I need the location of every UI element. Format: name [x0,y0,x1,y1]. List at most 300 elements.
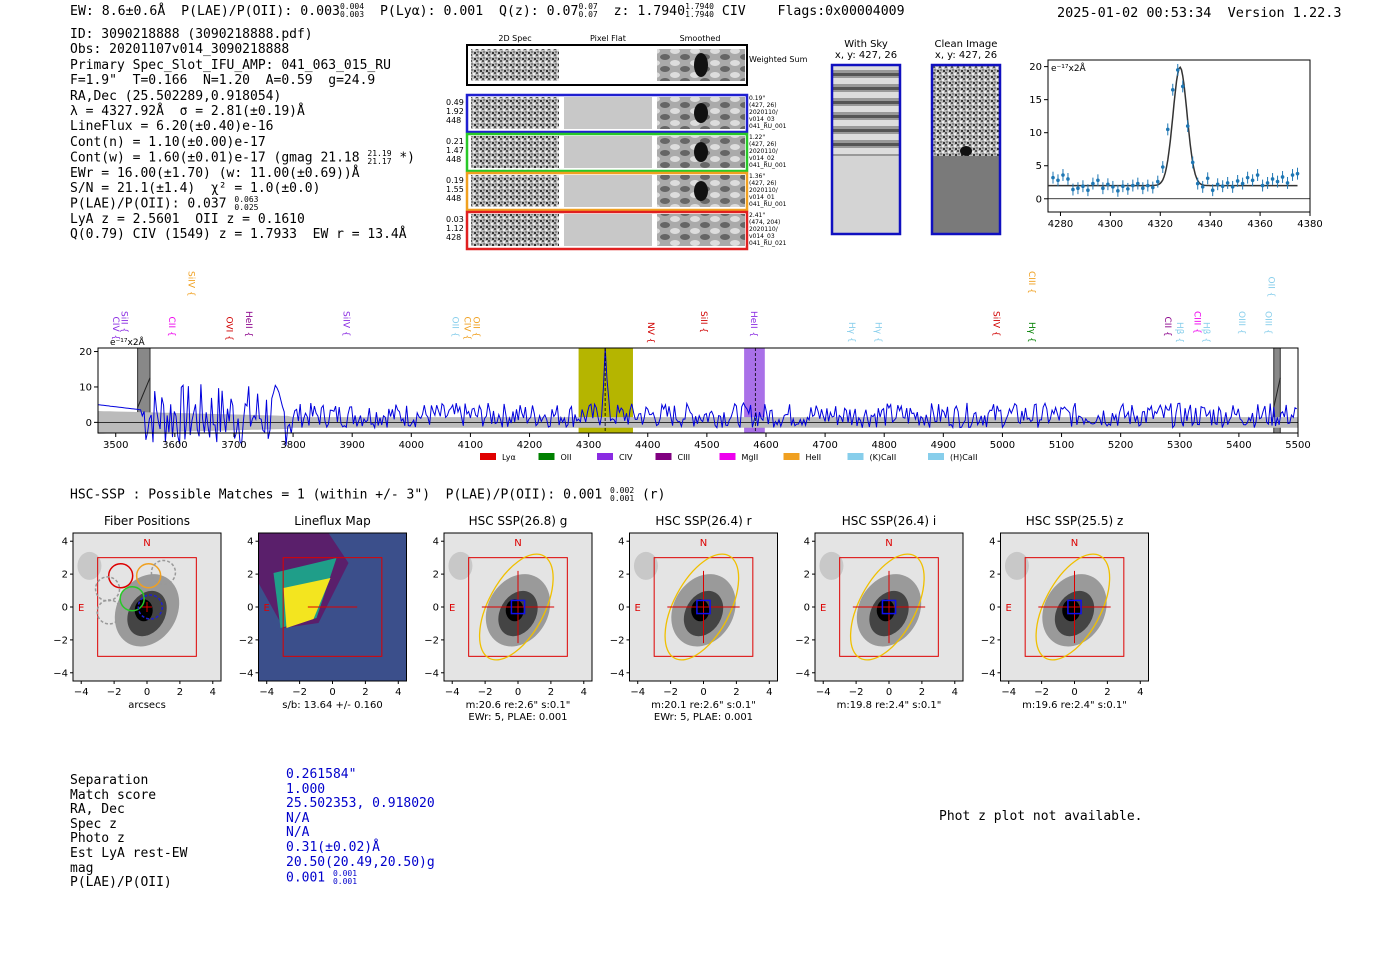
match-row [70,825,310,847]
spectrum-line-label: OII { [470,316,481,338]
zoom-point [1171,88,1175,92]
header-z: z: 1.7940 [613,4,686,19]
spectrum-line-label: Hγ { [1026,322,1037,343]
cutout-right-label: (427, 26) [749,141,777,148]
weighted-source-blob [694,53,708,77]
match-row [70,854,435,877]
cutout-pixelflat-0 [564,97,652,129]
match-row-value: N/A [286,825,310,841]
panel-ytick-label: −2 [424,635,439,647]
cutout-left-label: 0.21 [446,137,464,146]
panel-ytick-label: 4 [618,536,625,548]
match-row-label: Match score [70,787,157,803]
panel-xtick-label: 4 [580,687,587,698]
legend-label: (K)CaII [869,453,897,462]
spectrum-line-label: SiIV { [185,271,196,297]
spectrum-line-label: CIII { [1026,271,1037,294]
zoom-point [1206,176,1210,180]
spectrum-xtick-label: 3900 [339,440,365,451]
match-row-label: P(LAE)/P(OII) [70,875,172,891]
panel-xtick-label: −2 [663,687,678,698]
header-qz-frac: 0.07 0.07 [578,2,598,19]
spectrum-line-label: OII { [1265,276,1276,298]
zoom-point [1231,185,1235,189]
with-sky-upper [833,66,899,156]
panel-ytick-label: −2 [795,635,810,647]
panel-caption: m:20.6 re:2.6" s:0.1" [465,700,571,711]
cutout-right-label: (427, 26) [749,102,777,109]
zoom-point [1166,128,1170,132]
panel-title: HSC SSP(25.5) z [1025,514,1124,528]
zoom-point [1266,181,1270,185]
legend-swatch [928,453,944,460]
cutout-right-label: 1.22" [749,134,766,141]
zoom-point [1246,176,1250,180]
zoom-point [1226,181,1230,185]
cutout-right-label: v014_02 [749,155,775,162]
panel-ytick-label: 0 [803,602,810,614]
panel-xtick-label: 2 [918,687,926,698]
weighted-sum-label: Weighted Sum [749,55,808,64]
legend-label: (H)CaII [950,453,978,462]
panel-ytick-label: −2 [53,635,68,647]
panel-xtick-label: −4 [73,687,89,698]
header-ew-plae: EW: 8.6±0.6Å P(LAE)/P(OII): 0.003 [70,4,340,19]
cutout-left-label: 1.47 [446,146,464,155]
spectrum-xtick-label: 4500 [694,440,720,451]
panel-ytick-label: 2 [803,569,810,581]
spectrum-line-label: CII { [1162,316,1173,337]
panel-ytick-label: 0 [432,602,439,614]
with-sky-title: With Sky [844,39,888,50]
spectrum-line-label: Hβ { [1173,322,1184,344]
panel-ytick-label: 0 [989,602,996,614]
zoom-point [1091,182,1095,186]
legend-label: HeII [805,453,822,462]
match-row-value: N/A [286,810,310,826]
zoom-point [1196,182,1200,186]
zoom-xtick-label: 4360 [1247,219,1273,230]
panel-ytick-label: −2 [238,635,254,647]
spectrum-xtick-label: 4200 [516,440,543,451]
panel-xtick-label: 0 [885,687,893,698]
cutout-right-label: 2020110/ [749,187,778,194]
cutout-source-0 [694,103,708,123]
zoom-point [1221,184,1225,188]
info-contw: Cont(w) = 1.60(±0.01)e-17 (gmag 21.18 21.19 21.17 *) [70,149,415,167]
panel-xtick-label: 4 [951,687,958,698]
cutout-right-label: 041_RU_001 [749,123,787,130]
match-row-label: Est LyA rest-EW [70,845,188,861]
spectrum-xtick-label: 5100 [1048,440,1075,451]
info-plae: P(LAE)/P(OII): 0.037 0.063 0.025 [70,195,259,213]
panel-ytick-label: 0 [618,602,625,614]
zoom-point [1061,173,1065,177]
zoom-ytick-label: 15 [1029,95,1042,107]
panel-ytick-label: −2 [980,635,996,647]
panel-xtick-label: −2 [477,687,493,698]
match-row-label: Spec z [70,816,117,832]
cutout-right-label: v014_03 [749,116,775,123]
info-params: F=1.9" T=0.166 N=1.20 A=0.59 g=24.9 [70,73,376,89]
panel-xtick-label: −4 [259,687,275,698]
panel-xtick-label: 4 [766,687,773,698]
panel-ytick-label: 0 [247,602,254,614]
legend-swatch [597,453,613,460]
spectrum-line-label: SiII { [698,311,708,334]
zoom-point [1161,165,1165,169]
zoom-point [1056,178,1060,182]
zoom-point [1141,186,1145,190]
spectrum-line-label: OVI { [223,316,234,341]
cutout-pixelflat-1 [564,136,652,168]
zoom-point [1286,181,1290,185]
galaxy-nucleus [691,599,709,621]
panel-ytick-label: −4 [53,668,68,680]
zoom-point [1271,177,1275,181]
panel-xtick-label: 0 [514,687,522,698]
clean-image-title: Clean Image [934,39,998,50]
panel-xtick-label: −2 [106,687,122,698]
compass-north: N [699,538,708,550]
zoom-point [1106,182,1110,186]
panel-ytick-label: 2 [61,569,68,581]
zoom-point [1236,179,1240,183]
spectrum-line-label: Hγ { [845,322,856,343]
panel-xtick-label: 2 [176,687,184,698]
cutout-right-label: (427, 26) [749,180,777,187]
col-title-smoothed: Smoothed [679,34,721,43]
col-title-pixelflat: Pixel Flat [590,34,626,43]
match-row-value: 20.50(20.49,20.50)g [286,854,435,870]
panel-ytick-label: −4 [795,668,810,680]
panel-ytick-label: −2 [609,635,625,647]
cutout-source-2 [694,181,708,201]
spectrum-xtick-label: 4400 [635,440,661,451]
zoom-point [1096,178,1100,182]
panel-xtick-label: 0 [1071,687,1078,698]
panel-title: HSC SSP(26.8) g [468,514,568,528]
cutout-right-label: 041_RU_001 [749,162,787,169]
cutout-right-label: 2.41" [749,212,766,219]
spectrum-line-label: OIII { [1235,311,1246,335]
zoom-xtick-label: 4300 [1097,219,1124,230]
info-contn: Cont(n) = 1.10(±0.00)e-17 [70,134,266,150]
legend-swatch [656,453,672,460]
info-obs: Obs: 20201107v014_3090218888 [70,42,290,58]
zoom-ytick-label: 5 [1035,161,1042,173]
spectrum-xtick-label: 5000 [989,440,1016,451]
zoom-point [1156,180,1160,184]
spectrum-line-label: CII { [165,316,176,337]
spectrum-line-label: HeII { [242,311,253,338]
legend-label: CIII [677,453,691,462]
match-row-value: 0.261584" [286,767,357,782]
spectrum-xtick-label: 4300 [575,440,602,451]
zoom-ytick-label: 0 [1035,194,1042,206]
panel-ytick-label: 4 [432,536,439,548]
spectra-cutouts [440,30,808,260]
compass-east: E [1005,603,1012,615]
spectrum-xtick-label: 3700 [221,440,247,451]
spectrum-xtick-label: 3800 [280,440,306,451]
cutout-right-label: 2020110/ [749,109,778,116]
panel-ytick-label: 4 [247,536,254,548]
cutout-left-label: 448 [446,116,462,125]
galaxy-nucleus [1062,599,1080,621]
zoom-point [1101,186,1105,190]
panel-caption: EWr: 5, PLAE: 0.001 [468,712,568,723]
compass-north: N [1070,538,1079,550]
cutout-2dspec-3 [471,214,559,246]
zoom-xtick-label: 4320 [1147,219,1174,230]
spectrum-xtick-label: 4900 [930,440,957,451]
panel-ytick-label: −4 [424,668,439,680]
header-z-frac: 1.7940 1.7940 [685,2,714,19]
spectrum-line-label: OIII { [1262,311,1273,335]
match-row-label: mag [70,860,94,876]
panel-caption: m:19.6 re:2.4" s:0.1" [1022,700,1127,711]
zoom-xtick-label: 4340 [1197,219,1223,230]
gmag-frac: 21.19 21.17 [367,149,392,167]
spectrum-xtick-label: 4700 [812,440,838,451]
zoom-point [1131,184,1135,188]
panel-xtick-label: −4 [444,687,460,698]
spectrum-xtick-label: 4000 [398,440,425,451]
zoom-xtick-label: 4380 [1297,219,1323,230]
zoom-point [1151,186,1155,190]
panel-xtick-label: 2 [362,687,369,698]
panel-xtick-label: 2 [547,687,555,698]
match-plae-frac: 0.001 0.001 [332,869,358,887]
panel-ytick-label: 0 [61,602,68,614]
info-ewr: EWr = 16.00(±1.70) (w: 11.00(±0.69))Å [70,165,360,181]
cutout-source-1 [694,142,708,162]
spectrum-line-label: Hγ { [872,322,883,343]
full-spectrum-chart [60,272,1320,467]
legend-swatch [539,453,555,460]
cutout-right-label: (474, 204) [749,219,781,226]
zoom-point [1216,182,1220,186]
cutout-left-label: 448 [446,155,462,164]
cutout-right-label: 2020110/ [749,148,778,155]
spectrum-xtick-label: 5500 [1285,440,1311,451]
zoom-ytick-label: 20 [1029,62,1042,74]
cutout-right-label: 041_RU_021 [749,240,787,247]
zoom-point [1181,85,1185,89]
info-sn: S/N = 21.1(±1.4) χ² = 1.0(±0.0) [70,180,321,196]
cutout-right-label: 0.19" [749,95,766,102]
with-sky-lower [833,156,899,233]
panel-caption: s/b: 13.64 +/- 0.160 [282,700,383,711]
panel-xtick-label: −4 [630,687,646,698]
spectrum-unit-label: e⁻¹⁷x2Å [110,338,145,348]
clean-source [960,146,972,156]
panel-title: HSC SSP(26.4) r [655,514,752,528]
cutout-left-label: 1.55 [446,185,464,194]
with-sky-coords: x, y: 427, 26 [834,50,898,61]
legend-label: Lyα [502,453,516,462]
info-radec: RA,Dec (25.502289,0.918054) [70,88,282,104]
cutout-smoothed-3 [657,214,745,246]
panel-xtick-label: −4 [1001,687,1017,698]
panel-caption: arcsecs [128,700,166,711]
zoom-point [1051,176,1055,180]
spectrum-line-label: CIV { [109,316,120,341]
spectrum-xtick-label: 5400 [1226,440,1252,451]
spectrum-xtick-label: 3600 [162,440,188,451]
zoom-point [1296,172,1300,176]
zoom-point [1066,177,1070,181]
panel-ytick-label: 4 [989,536,996,548]
cutout-pixelflat-3 [564,214,652,246]
panel-ytick-label: 4 [803,536,810,548]
zoom-point [1071,188,1075,192]
zoom-point [1261,184,1265,188]
spectrum-xtick-label: 5300 [1167,440,1193,451]
cutout-left-label: 448 [446,194,462,203]
zoom-point [1086,188,1090,192]
zoom-point [1111,185,1115,189]
cutout-right-label: v014_03 [749,233,775,240]
panel-xtick-label: 0 [143,687,151,698]
spectrum-line-label: SiIV { [340,311,351,337]
cutout-right-label: 1.36" [749,173,766,180]
detection-info [70,27,415,242]
compass-east: E [820,603,827,615]
match-row-value: 0.001 0.001 0.001 [286,869,358,887]
clean-lower [933,156,999,233]
cutout-pixelflat-2 [564,175,652,207]
legend-label: CIV [619,453,633,462]
panel-ytick-label: −4 [980,668,996,680]
photz-message: Phot z plot not available. [939,809,1143,824]
spectrum-line-label: Hβ { [1200,322,1211,344]
info-lineflux: LineFlux = 6.20(±0.40)e-16 [70,119,274,135]
compass-east: E [78,603,85,615]
spectrum-line-label: SiII { [118,311,129,334]
clean-upper [933,66,999,156]
spectrum-xtick-label: 4800 [871,440,897,451]
header-plae-frac: 0.004 0.003 [339,2,365,19]
cutout-left-label: 1.12 [446,224,464,233]
match-row [70,869,358,891]
panel-xtick-label: −2 [1034,687,1049,698]
spectrum-line-label: SiIV { [990,311,1001,337]
panel-ytick-label: 4 [61,536,68,548]
compass-east: E [634,603,641,615]
match-row-label: RA, Dec [70,802,125,818]
spectrum-ytick-label: 10 [79,382,92,394]
spectrum-line-label: CIII { [1191,311,1202,334]
spectrum-line-label: NV { [644,322,655,344]
zoom-point [1186,124,1190,128]
zoom-point [1281,175,1285,179]
cutout-left-label: 0.03 [446,215,464,224]
compass-east: E [263,603,270,615]
info-lambda: λ = 4327.92Å σ = 2.81(±0.19)Å [70,103,305,119]
zoom-point [1241,182,1245,186]
zoom-point [1191,161,1195,165]
summary-header [70,3,905,19]
spectrum-xtick-label: 5200 [1107,440,1134,451]
header-plya-qz: P(Lyα): 0.001 Q(z): 0.07 [379,4,579,19]
spectrum-xtick-label: 4600 [753,440,779,451]
info-slot: Primary Spec_Slot_IFU_AMP: 041_063_015_RU [70,57,391,73]
cutout-2dspec-1 [471,136,559,168]
panel-ytick-label: −4 [609,668,625,680]
info-lya-z: LyA z = 2.5601 OII z = 0.1610 [70,211,305,227]
compass-east: E [449,603,456,615]
zoom-point [1176,68,1180,72]
panel-ytick-label: 2 [989,569,996,581]
panel-xtick-label: −2 [292,687,307,698]
panel-title: Lineflux Map [294,514,371,528]
zoom-point [1276,180,1280,184]
spectrum-line-label: HeII { [748,311,759,338]
zoom-unit-label: e⁻¹⁷x2Å [1051,64,1086,74]
zoom-point [1076,186,1080,190]
hsc-match-title: HSC-SSP : Possible Matches = 1 (within +/- 3") P(LAE)/P(OII): 0.001 0.002 0.001 (r) [70,486,666,503]
cutout-right-label: 2020110/ [749,226,778,233]
match-row-value: 25.502353, 0.918020 [286,796,435,812]
panel-ytick-label: 2 [247,569,254,581]
legend-label: MgII [741,453,759,462]
legend-swatch [480,453,496,460]
timestamp-version: 2025-01-02 00:53:34 Version 1.22.3 [1057,5,1342,21]
line-fit-zoom-chart [1030,55,1350,235]
legend-label: OII [560,453,572,462]
cutout-right-label: 041_RU_001 [749,201,787,208]
clean-image-coords: x, y: 427, 26 [934,50,998,61]
legend-swatch [784,453,800,460]
cutout-left-label: 428 [446,233,462,242]
plae-frac: 0.063 0.025 [234,195,259,213]
cutout-2dspec-2 [471,175,559,207]
zoom-point [1126,187,1130,191]
match-row-label: Separation [70,773,149,788]
zoom-point [1256,173,1260,177]
panel-xtick-label: 2 [1104,687,1111,698]
zoom-point [1211,188,1215,192]
zoom-point [1146,184,1150,188]
cutout-left-label: 0.19 [446,176,464,185]
cutout-left-label: 1.92 [446,107,464,116]
sky-images [825,36,1025,241]
info-id: ID: 3090218888 (3090218888.pdf) [70,27,313,42]
panel-ytick-label: −4 [238,668,254,680]
cutout-right-label: v014_01 [749,194,775,201]
zoom-point [1201,185,1205,189]
zoom-point [1291,173,1295,177]
panel-xtick-label: 4 [395,687,402,698]
info-civ: Q(0.79) CIV (1549) z = 1.7933 EW r = 13.4Å [70,227,407,243]
zoom-point [1121,184,1125,188]
panel-xtick-label: 0 [700,687,707,698]
cutout-2dspec-0 [471,97,559,129]
panel-xtick-label: −2 [848,687,864,698]
panel-caption: m:19.8 re:2.4" s:0.1" [836,700,942,711]
hsc-plae-frac: 0.002 0.001 [610,486,635,503]
spectrum-ytick-label: 0 [85,417,92,429]
panel-xtick-label: 2 [733,687,740,698]
panel-xtick-label: 4 [209,687,216,698]
panel-caption: EWr: 5, PLAE: 0.001 [653,712,754,723]
match-row-value: 0.31(±0.02)Å [286,839,380,855]
panel-ytick-label: 2 [618,569,625,581]
spectrum-ytick-label: 20 [79,347,92,359]
legend-swatch [848,453,864,460]
